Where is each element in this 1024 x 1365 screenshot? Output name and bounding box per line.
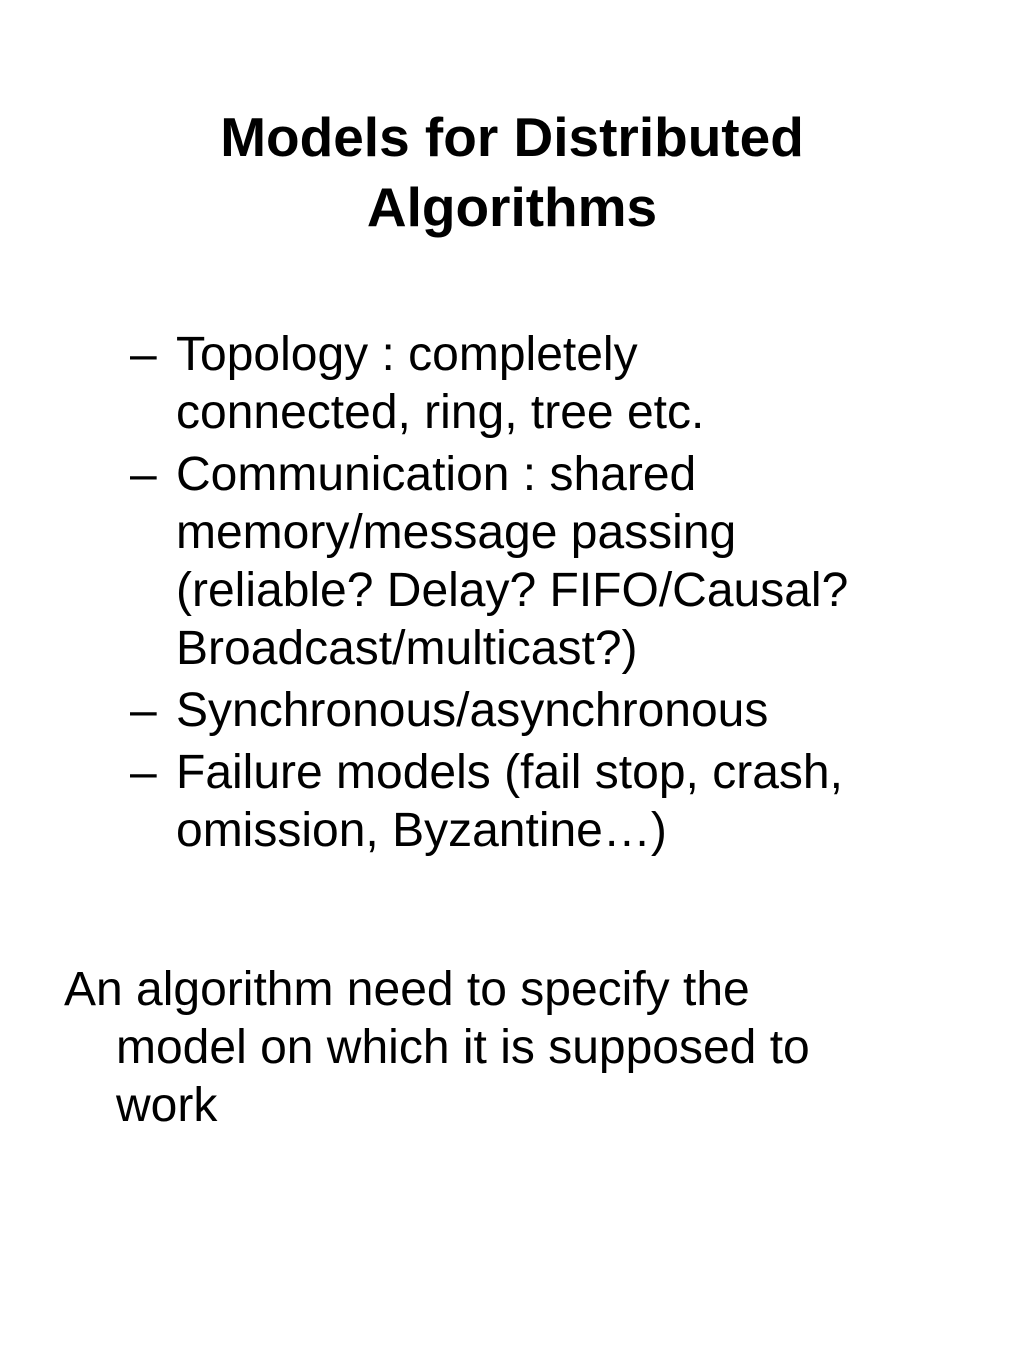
bullet-line: connected, ring, tree etc.: [176, 386, 705, 439]
bullet-line: Topology : completely: [176, 328, 638, 381]
bullet-line: Synchronous/asynchronous: [176, 684, 769, 737]
bullet-line: Broadcast/multicast?): [176, 622, 638, 675]
bullet-item-synchrony: [130, 682, 980, 740]
dash-bullet-icon: –: [130, 746, 157, 799]
summary-paragraph: [64, 961, 964, 1135]
dash-bullet-icon: –: [130, 448, 157, 501]
paragraph-line: work: [116, 1079, 218, 1132]
bullet-item-topology: [130, 326, 980, 442]
title-line: Algorithms: [366, 176, 658, 238]
paragraph-line: model on which it is supposed to: [116, 1021, 810, 1074]
dash-bullet-icon: –: [130, 328, 157, 381]
bullet-line: omission, Byzantine…): [176, 804, 667, 857]
bullet-line: (reliable? Delay? FIFO/Causal?: [176, 564, 849, 617]
title-line: Models for Distributed: [220, 106, 804, 168]
slide-title: [100, 102, 924, 242]
dash-bullet-icon: –: [130, 684, 157, 737]
bullet-list: [130, 326, 980, 864]
bullet-item-failure-models: [130, 744, 980, 860]
bullet-line: memory/message passing: [176, 506, 737, 559]
bullet-item-communication: [130, 446, 980, 678]
bullet-line: Communication : shared: [176, 448, 697, 501]
paragraph-line: An algorithm need to specify the: [64, 963, 750, 1016]
bullet-line: Failure models (fail stop, crash,: [176, 746, 843, 799]
